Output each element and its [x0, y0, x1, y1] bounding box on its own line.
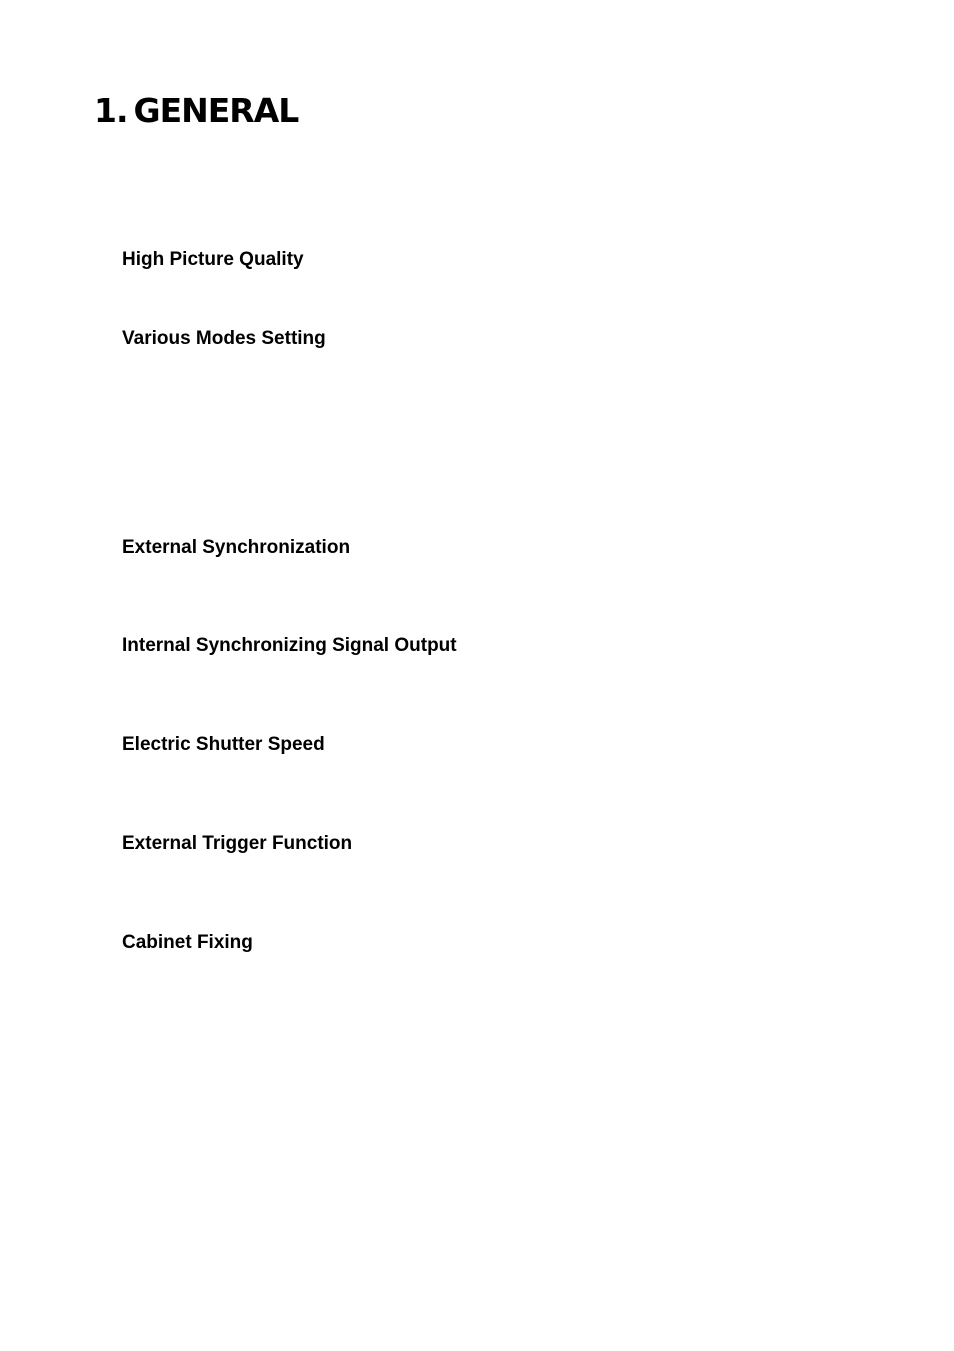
feature-heading-external-synchronization: External Synchronization — [122, 537, 351, 558]
page-title — [94, 92, 298, 130]
feature-heading-high-picture-quality: High Picture Quality — [122, 249, 304, 270]
feature-heading-external-trigger-function: External Trigger Function — [122, 833, 353, 854]
feature-heading-cabinet-fixing: Cabinet Fixing — [122, 932, 253, 953]
section-title: GENERAL — [133, 91, 299, 130]
feature-heading-electric-shutter-speed: Electric Shutter Speed — [122, 734, 325, 755]
section-number: 1. — [94, 91, 128, 130]
feature-heading-various-modes-setting: Various Modes Setting — [122, 328, 326, 349]
feature-heading-internal-sync-signal-output: Internal Synchronizing Signal Output — [122, 635, 457, 656]
